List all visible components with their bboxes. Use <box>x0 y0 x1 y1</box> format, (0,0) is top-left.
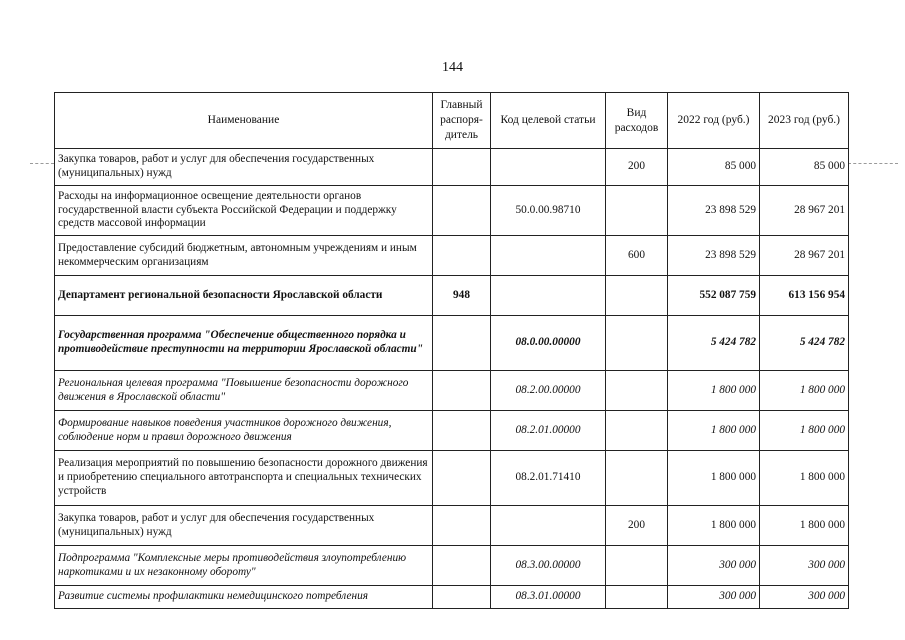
cell-vid: 200 <box>606 149 668 186</box>
table-row <box>55 586 849 609</box>
cell-y2022: 552 087 759 <box>668 276 760 316</box>
cell-y2023: 613 156 954 <box>760 276 849 316</box>
cell-name: Предоставление субсидий бюджетным, автономным учреждениям и иным некоммерческим организациям <box>55 236 433 276</box>
cell-y2022: 300 000 <box>668 546 760 586</box>
table-row <box>55 546 849 586</box>
cell-code <box>491 236 606 276</box>
cell-y2022: 300 000 <box>668 586 760 609</box>
cell-y2023: 1 800 000 <box>760 451 849 506</box>
cell-admin <box>433 451 491 506</box>
header-vid: Вид расходов <box>606 93 668 149</box>
cell-admin <box>433 371 491 411</box>
cell-admin <box>433 316 491 371</box>
table-row <box>55 236 849 276</box>
table-row <box>55 451 849 506</box>
cell-code <box>491 506 606 546</box>
budget-table <box>54 92 849 609</box>
page-number: 144 <box>442 60 463 75</box>
cell-admin <box>433 411 491 451</box>
table-row <box>55 371 849 411</box>
cell-y2022: 23 898 529 <box>668 186 760 236</box>
table-row <box>55 186 849 236</box>
cell-name: Реализация мероприятий по повышению безопасности дорожного движения и приобретению специального автотранспорта и специальных технических устройств <box>55 451 433 506</box>
cell-code: 08.3.00.00000 <box>491 546 606 586</box>
cell-vid <box>606 586 668 609</box>
cell-admin <box>433 186 491 236</box>
cell-name: Формирование навыков поведения участников дорожного движения, соблюдение норм и правил дорожного движения <box>55 411 433 451</box>
cell-name: Закупка товаров, работ и услуг для обеспечения государственных (муниципальных) нужд <box>55 149 433 186</box>
header-2023: 2023 год (руб.) <box>760 93 849 149</box>
cell-vid <box>606 546 668 586</box>
cell-y2023: 1 800 000 <box>760 411 849 451</box>
cell-code: 08.0.00.00000 <box>491 316 606 371</box>
header-admin: Главный распоря-дитель <box>433 93 491 149</box>
header-name: Наименование <box>55 93 433 149</box>
cell-code: 08.3.01.00000 <box>491 586 606 609</box>
cell-code <box>491 276 606 316</box>
cell-name: Расходы на информационное освещение деятельности органов государственной власти субъекта Российской Федерации и поддержку средств массовой информации <box>55 186 433 236</box>
cell-vid <box>606 371 668 411</box>
cell-code: 08.2.01.00000 <box>491 411 606 451</box>
cell-y2023: 85 000 <box>760 149 849 186</box>
dashed-line-right <box>848 163 898 164</box>
dashed-line-left <box>30 163 54 164</box>
cell-code <box>491 149 606 186</box>
cell-name: Департамент региональной безопасности Ярославской области <box>55 276 433 316</box>
cell-vid <box>606 411 668 451</box>
cell-code: 50.0.00.98710 <box>491 186 606 236</box>
cell-vid <box>606 186 668 236</box>
cell-vid <box>606 451 668 506</box>
cell-y2022: 1 800 000 <box>668 371 760 411</box>
table-row <box>55 316 849 371</box>
cell-name: Развитие системы профилактики немедицинского потребления <box>55 586 433 609</box>
cell-y2022: 85 000 <box>668 149 760 186</box>
table-row <box>55 149 849 186</box>
cell-admin <box>433 506 491 546</box>
cell-code: 08.2.01.71410 <box>491 451 606 506</box>
cell-y2023: 5 424 782 <box>760 316 849 371</box>
cell-y2023: 1 800 000 <box>760 371 849 411</box>
cell-admin <box>433 149 491 186</box>
header-code: Код целевой статьи <box>491 93 606 149</box>
cell-y2022: 23 898 529 <box>668 236 760 276</box>
cell-admin <box>433 586 491 609</box>
cell-vid: 200 <box>606 506 668 546</box>
cell-y2022: 5 424 782 <box>668 316 760 371</box>
cell-vid <box>606 316 668 371</box>
cell-y2022: 1 800 000 <box>668 411 760 451</box>
cell-y2023: 28 967 201 <box>760 186 849 236</box>
cell-y2023: 28 967 201 <box>760 236 849 276</box>
cell-name: Региональная целевая программа "Повышение безопасности дорожного движения в Ярославской области" <box>55 371 433 411</box>
cell-y2022: 1 800 000 <box>668 451 760 506</box>
cell-name: Закупка товаров, работ и услуг для обеспечения государственных (муниципальных) нужд <box>55 506 433 546</box>
cell-y2023: 1 800 000 <box>760 506 849 546</box>
header-row <box>55 93 849 149</box>
header-2022: 2022 год (руб.) <box>668 93 760 149</box>
cell-vid: 600 <box>606 236 668 276</box>
cell-admin <box>433 236 491 276</box>
cell-name: Подпрограмма "Комплексные меры противодействия злоупотреблению наркотиками и их незаконному обороту" <box>55 546 433 586</box>
cell-y2023: 300 000 <box>760 586 849 609</box>
cell-name: Государственная программа "Обеспечение общественного порядка и противодействие преступности на территории Ярославской области" <box>55 316 433 371</box>
table-body <box>55 149 849 609</box>
table-row <box>55 276 849 316</box>
cell-code: 08.2.00.00000 <box>491 371 606 411</box>
table-row <box>55 506 849 546</box>
cell-admin: 948 <box>433 276 491 316</box>
cell-y2022: 1 800 000 <box>668 506 760 546</box>
cell-admin <box>433 546 491 586</box>
table-row <box>55 411 849 451</box>
cell-vid <box>606 276 668 316</box>
cell-y2023: 300 000 <box>760 546 849 586</box>
